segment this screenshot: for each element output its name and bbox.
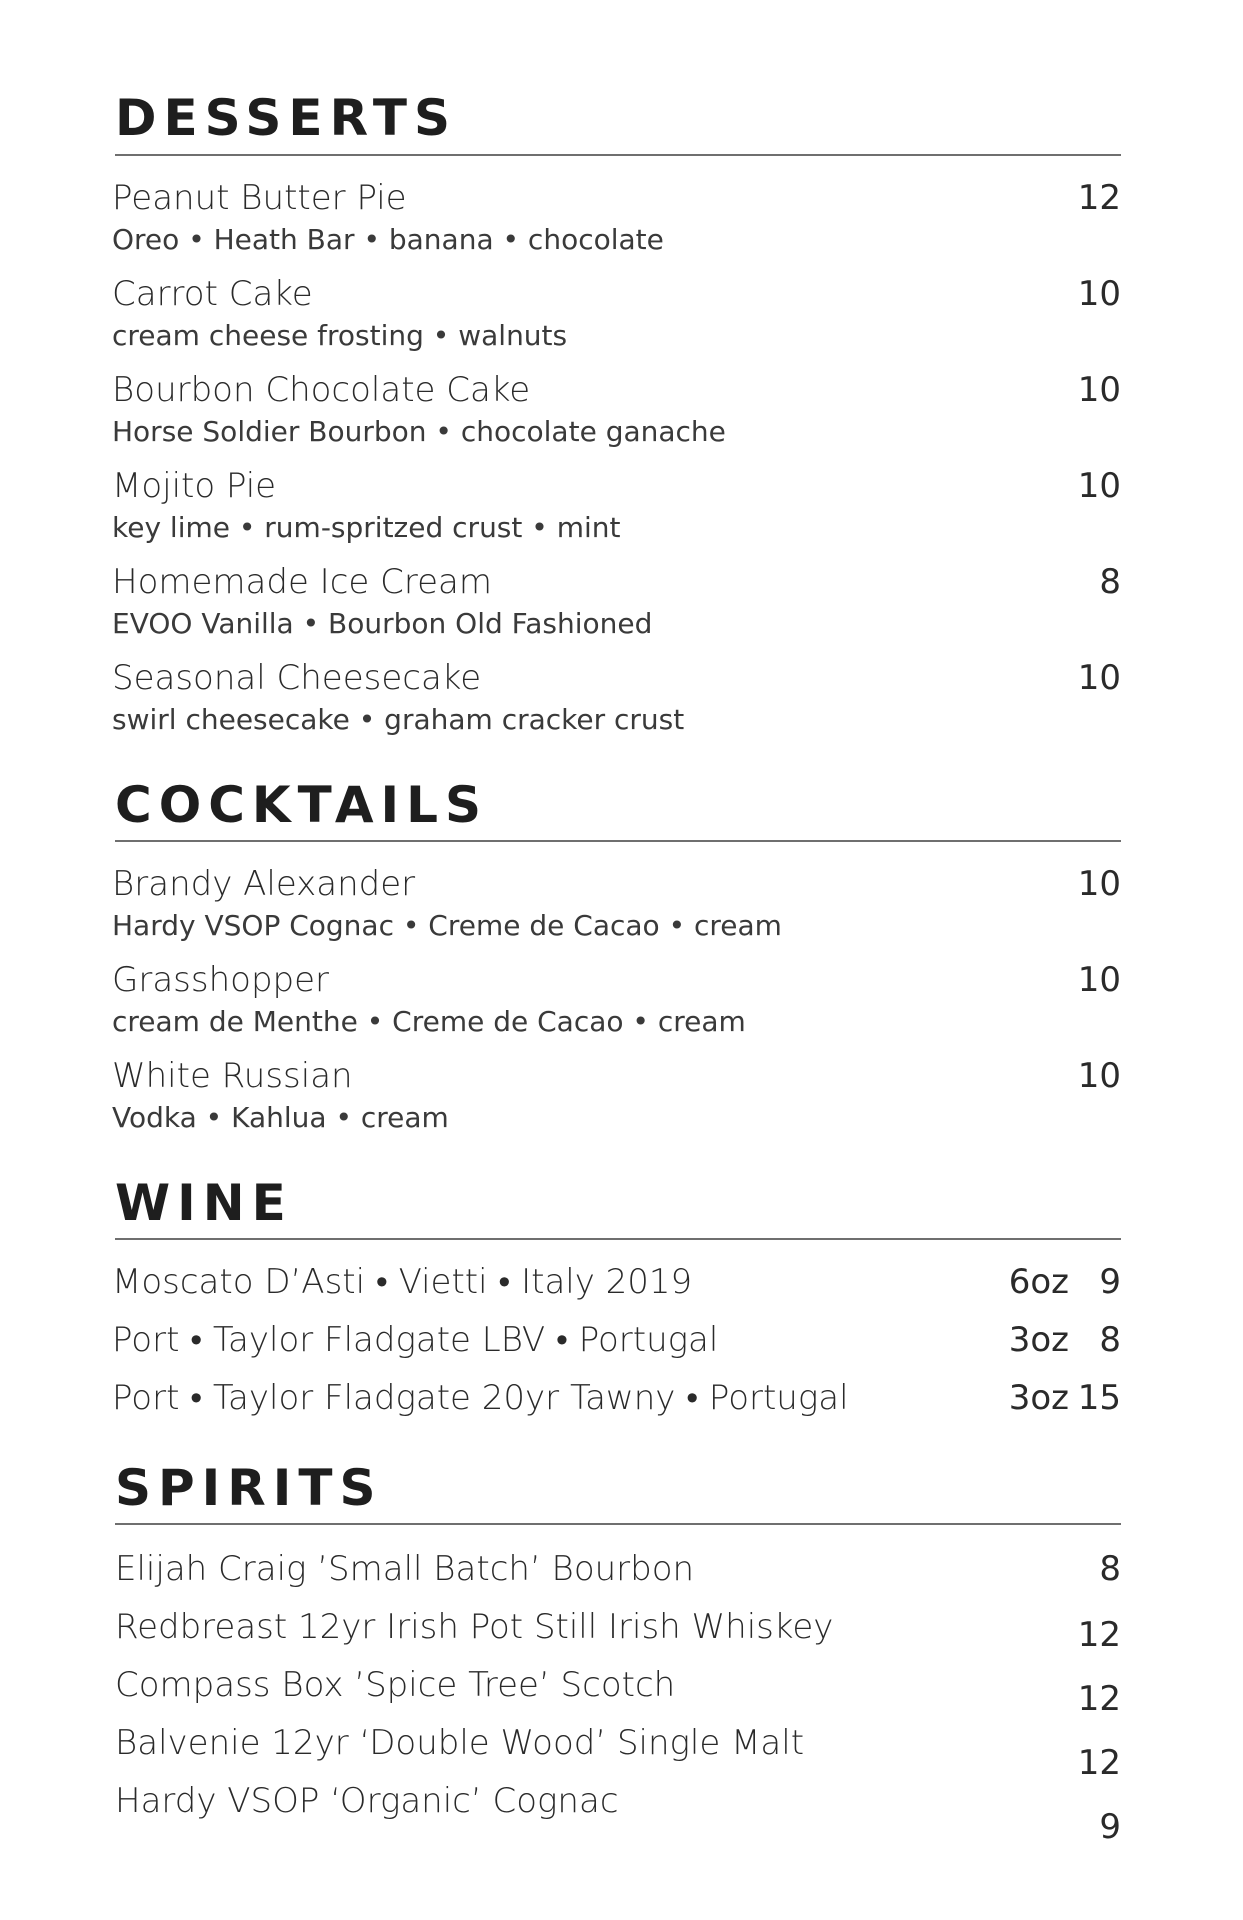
item-description: cream de Menthe • Creme de Cacao • cream bbox=[112, 1005, 746, 1038]
item-name: Port • Taylor Fladgate LBV • Portugal bbox=[112, 1320, 719, 1360]
pour-size: 3oz bbox=[1008, 1378, 1069, 1418]
cocktails-divider bbox=[115, 840, 1121, 842]
item-name: Balvenie 12yr ‘Double Wood’ Single Malt bbox=[115, 1723, 805, 1763]
desserts-divider bbox=[115, 154, 1121, 156]
wine-heading: WINE bbox=[115, 1174, 293, 1232]
item-description: Oreo • Heath Bar • banana • chocolate bbox=[112, 223, 664, 256]
item-description: swirl cheesecake • graham cracker crust bbox=[112, 703, 685, 736]
item-name: Moscato D’Asti • Vietti • Italy 2019 bbox=[112, 1262, 693, 1302]
item-description: Horse Soldier Bourbon • chocolate ganache bbox=[112, 415, 726, 448]
item-name: Grasshopper bbox=[112, 960, 329, 1000]
item-price: 10 bbox=[1077, 658, 1121, 698]
item-name: Elijah Craig ’Small Batch’ Bourbon bbox=[115, 1549, 695, 1589]
spirits-heading: SPIRITS bbox=[115, 1459, 383, 1517]
item-description: Vodka • Kahlua • cream bbox=[112, 1101, 449, 1134]
item-price: 8 bbox=[1099, 1549, 1121, 1589]
item-name: Homemade Ice Cream bbox=[112, 562, 492, 602]
item-price: 12 bbox=[1077, 1679, 1121, 1719]
wine-divider bbox=[115, 1238, 1121, 1240]
item-price: 10 bbox=[1077, 274, 1121, 314]
item-name: Hardy VSOP ‘Organic’ Cognac bbox=[115, 1781, 619, 1821]
item-price: 10 bbox=[1077, 864, 1121, 904]
item-price: 9 bbox=[1099, 1262, 1121, 1302]
item-description: EVOO Vanilla • Bourbon Old Fashioned bbox=[112, 607, 653, 640]
cocktails-heading: COCKTAILS bbox=[115, 776, 489, 834]
item-price: 10 bbox=[1077, 960, 1121, 1000]
item-price: 12 bbox=[1077, 1743, 1121, 1783]
item-name: Brandy Alexander bbox=[112, 864, 416, 904]
item-price: 10 bbox=[1077, 370, 1121, 410]
item-description: cream cheese frosting • walnuts bbox=[112, 319, 568, 352]
item-name: Compass Box ’Spice Tree’ Scotch bbox=[115, 1665, 676, 1705]
pour-size: 3oz bbox=[1008, 1320, 1069, 1360]
item-name: Seasonal Cheesecake bbox=[112, 658, 482, 698]
item-name: Redbreast 12yr Irish Pot Still Irish Whiskey bbox=[115, 1607, 834, 1647]
item-price: 10 bbox=[1077, 1056, 1121, 1096]
item-description: Hardy VSOP Cognac • Creme de Cacao • cream bbox=[112, 909, 782, 942]
desserts-heading: DESSERTS bbox=[115, 89, 457, 147]
item-price: 10 bbox=[1077, 466, 1121, 506]
item-name: Mojito Pie bbox=[112, 466, 277, 506]
pour-size: 6oz bbox=[1008, 1262, 1069, 1302]
spirits-divider bbox=[115, 1523, 1121, 1525]
item-price: 8 bbox=[1099, 562, 1121, 602]
item-name: Bourbon Chocolate Cake bbox=[112, 370, 531, 410]
item-description: key lime • rum-spritzed crust • mint bbox=[112, 511, 621, 544]
item-price: 15 bbox=[1077, 1378, 1121, 1418]
item-name: Peanut Butter Pie bbox=[112, 178, 407, 218]
item-price: 12 bbox=[1077, 1615, 1121, 1655]
item-price: 8 bbox=[1099, 1320, 1121, 1360]
item-name: Port • Taylor Fladgate 20yr Tawny • Portugal bbox=[112, 1378, 849, 1418]
item-name: Carrot Cake bbox=[112, 274, 313, 314]
item-price: 9 bbox=[1099, 1807, 1121, 1847]
item-name: White Russian bbox=[112, 1056, 353, 1096]
item-price: 12 bbox=[1077, 178, 1121, 218]
